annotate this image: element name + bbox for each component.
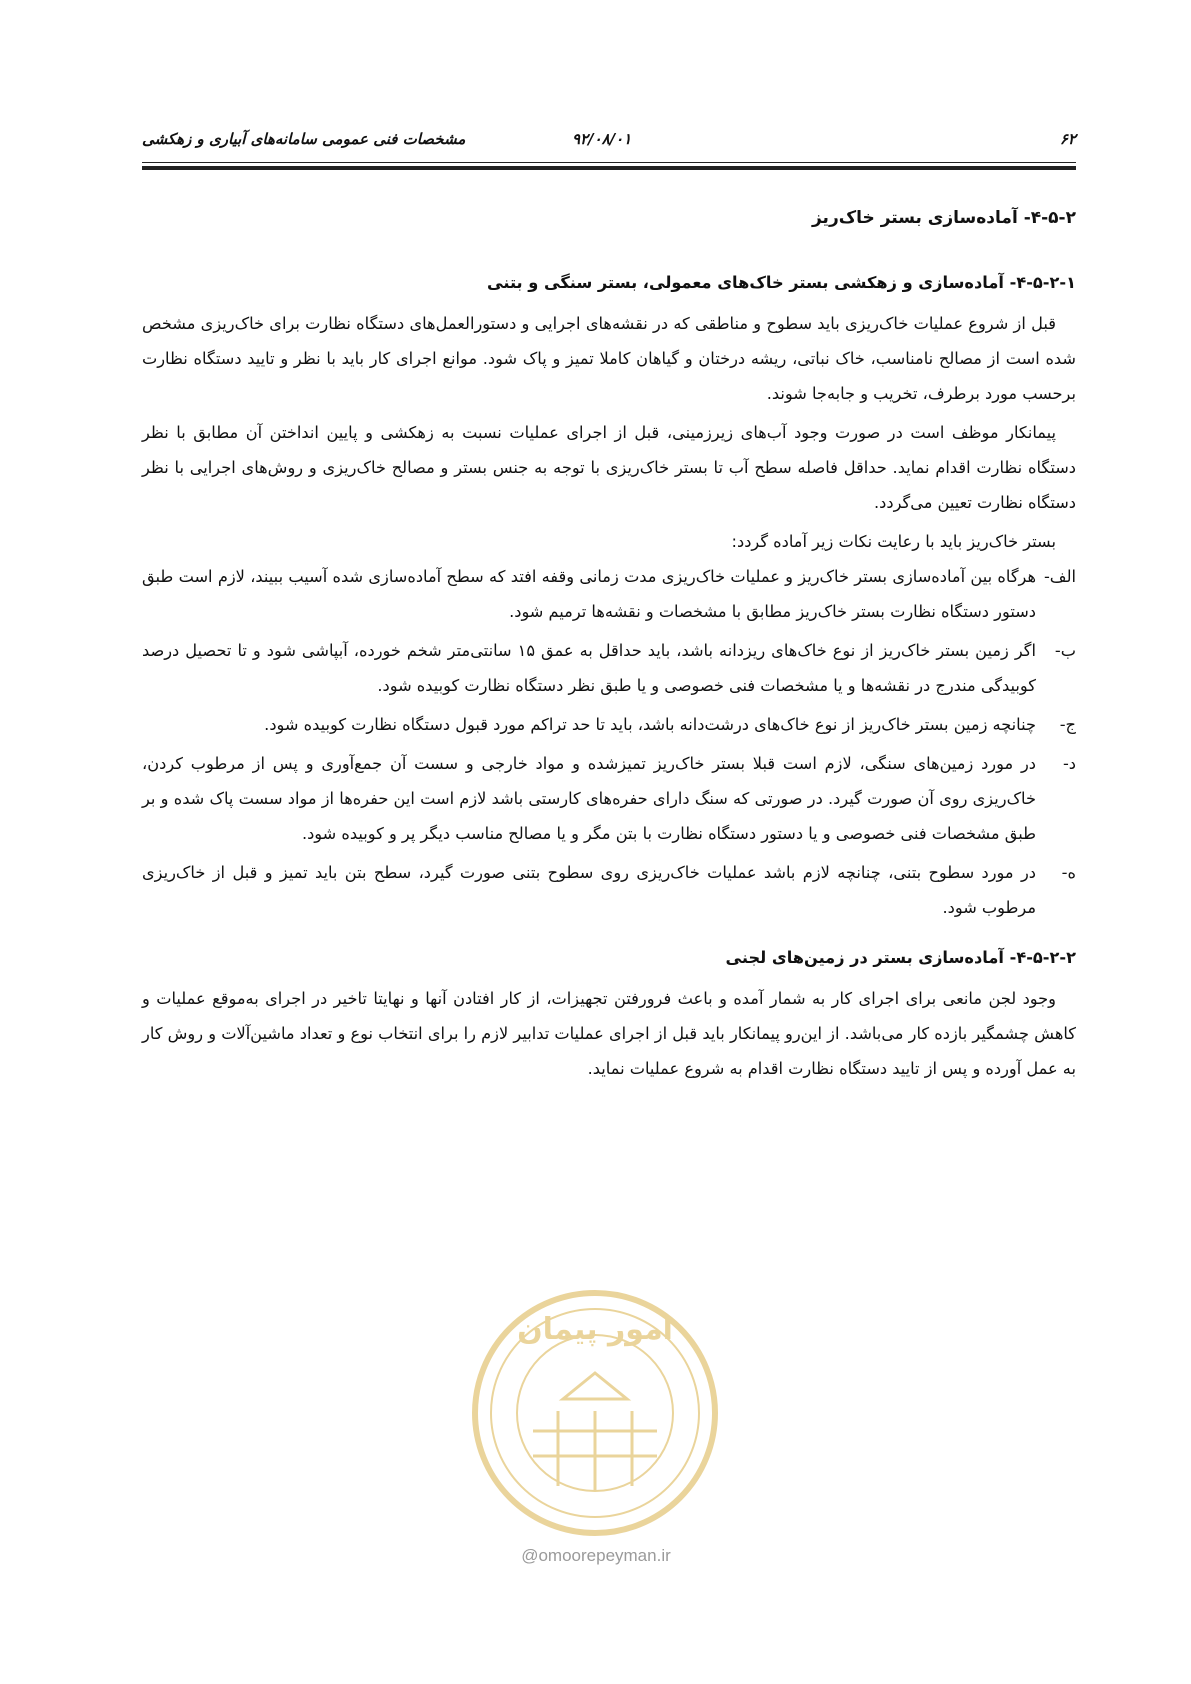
seal-graphic (475, 1293, 715, 1533)
header-date: ۹۲/۰۸/۰۱ (572, 130, 632, 148)
list-item (142, 746, 1076, 851)
list-intro: بستر خاک‌ریز باید با رعایت نکات زیر آماده گردد: (731, 532, 1056, 551)
list-marker: ج- (1059, 715, 1076, 734)
list-marker: د- (1062, 754, 1076, 773)
paragraph: پیمانکار موظف است در صورت وجود آب‌های زیرزمینی، قبل از اجرای عملیات نسبت به زهکشی و پایین انداختن آن مطابق با نظر دستگاه نظارت اقدام نماید. حداقل فاصله سطح آب تا بستر خاک‌ریزی با توجه به جنس بستر و مصالح خاک‌ریزی و روش‌های اجرایی با نظر دستگاه نظارت تعیین می‌گردد. (142, 423, 1076, 512)
section-heading: ۴-۵-۲- آماده‌سازی بستر خاک‌ریز (811, 208, 1076, 228)
seal-text: امور پیمان (517, 1312, 673, 1347)
subsection-heading-1: ۴-۵-۲-۱- آماده‌سازی و زهکشی بستر خاک‌های معمولی، بستر سنگی و بتنی (486, 273, 1076, 292)
list-item (142, 707, 1076, 742)
page-header (142, 120, 1076, 170)
list-marker: ب- (1054, 641, 1076, 660)
document-body (142, 200, 1076, 1090)
list-item (142, 633, 1076, 703)
list-item-text: در مورد زمین‌های سنگی، لازم است قبلا بستر خاک‌ریز تمیزشده و مواد خارجی و سست آن جمع‌آوری و پس از مرطوب کردن، خاک‌ریزی روی آن صورت گیرد. در صورتی که سنگ دارای حفره‌های کارستی باشد لازم است این حفره‌ها از مواد سست پاک شده و بر طبق مشخصات فنی خصوصی و یا دستور دستگاه نظارت با بتن مگر و یا مصالح مناسب دیگر پر و کوبیده شود. (142, 754, 1036, 843)
list-item-text: در مورد سطوح بتنی، چنانچه لازم باشد عملیات خاک‌ریزی روی سطوح بتنی صورت گیرد، سطح بتن باید تمیز و قبل از خاک‌ریزی مرطوب شود. (142, 863, 1036, 917)
list-item (142, 559, 1076, 629)
header-rule-thick (142, 166, 1076, 170)
list-marker: ه- (1061, 863, 1076, 882)
subsection-heading-2: ۴-۵-۲-۲- آماده‌سازی بستر در زمین‌های لجنی (725, 948, 1076, 967)
spacer (142, 929, 1076, 941)
paragraph: وجود لجن مانعی برای اجرای کار به شمار آمده و باعث فرورفتن تجهیزات، از کار افتادن آنها و نهایتا تاخیر در اجرای به‌موقع عملیات و کاهش چشمگیر بازده کار می‌باشد. از این‌رو پیمانکار باید قبل از اجرای عملیات تدابیر لازم را برای انتخاب نوع و تعداد ماشین‌آلات و روش کار به عمل آورده و پس از تایید دستگاه نظارت اقدام به شروع عملیات نماید. (142, 989, 1076, 1078)
header-title: مشخصات فنی عمومی سامانه‌های آبیاری و زهکشی (142, 130, 466, 148)
list-item-text: چنانچه زمین بستر خاک‌ریز از نوع خاک‌های درشت‌دانه باشد، باید تا حد تراکم مورد قبول دستگاه نظارت کوبیده شود. (264, 715, 1036, 734)
paragraph: قبل از شروع عملیات خاک‌ریزی باید سطوح و مناطقی که در نقشه‌های اجرایی و دستورالعمل‌های دستگاه نظارت برای خاک‌ریزی مشخص شده است از مصالح نامناسب، خاک نباتی، ریشه درختان و گیاهان کاملا تمیز و پاک شود. موانع اجرای کار باید با نظر و تایید دستگاه نظارت برحسب مورد برطرف، تخریب و جابه‌جا شوند. (142, 314, 1076, 403)
page-number: ۶۲ (1059, 130, 1076, 148)
list-item-text: اگر زمین بستر خاک‌ریز از نوع خاک‌های ریزدانه باشد، باید حداقل به عمق ۱۵ سانتی‌متر شخم خورده، آبپاشی شود و تا تحصیل درصد کوبیدگی مندرج در نقشه‌ها و یا مشخصات فنی خصوصی و یا طبق نظر دستگاه نظارت کوبیده شود. (142, 641, 1036, 695)
watermark-seal-icon (463, 1281, 727, 1545)
list-marker: الف- (1043, 567, 1076, 586)
watermark-site: @omoorepeyman.ir (521, 1546, 671, 1565)
list-item-text: هرگاه بین آماده‌سازی بستر خاک‌ریز و عملیات خاک‌ریزی مدت زمانی وقفه افتد که سطح آماده‌سازی شده آسیب ببیند، لازم است طبق دستور دستگاه نظارت بستر خاک‌ریز مطابق با مشخصات و نقشه‌ها ترمیم شود. (142, 567, 1036, 621)
header-rule-thin (142, 162, 1076, 163)
list-item (142, 855, 1076, 925)
